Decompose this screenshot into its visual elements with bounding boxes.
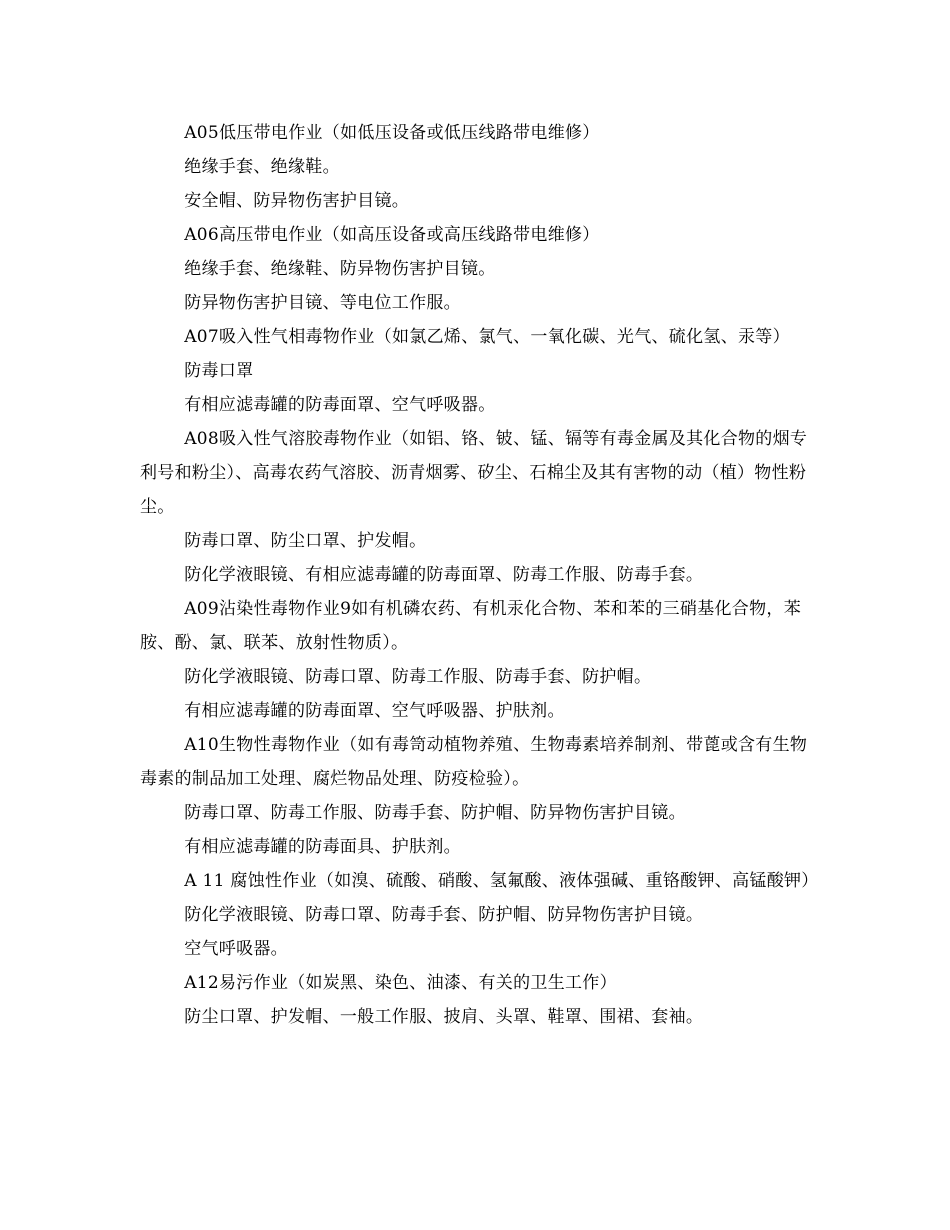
- paragraph-a08-required: 防毒口罩、防尘口罩、护发帽。: [184, 531, 427, 551]
- paragraph-a11-required: 防化学液眼镜、防毒口罩、防毒手套、防护帽、防异物伤害护目镜。: [184, 905, 704, 925]
- paragraph-a05-required: 绝缘手套、绝缘鞋。: [184, 157, 340, 177]
- paragraph-a06-required: 绝缘手套、绝缘鞋、防异物伤害护目镜。: [184, 259, 496, 279]
- paragraph-a12-heading: A12易污作业（如炭黑、染色、油漆、有关的卫生工作）: [184, 973, 617, 993]
- paragraph-a08-heading: A08吸入性气溶胶毒物作业（如铝、铬、铍、锰、镉等有毒金属及其化合物的烟专利号和粉尘）、高毒农药气溶胶、沥青烟雾、矽尘、石棉尘及其有害物的动（植）物性粉尘。: [140, 429, 808, 517]
- paragraph-a07-optional: 有相应滤毒罐的防毒面罩、空气呼吸器。: [184, 395, 496, 415]
- paragraph-a09-heading: A09沾染性毒物作业9如有机磷农药、有机汞化合物、苯和苯的三硝基化合物，苯胺、酚、氯、联苯、放射性物质）。: [140, 599, 802, 653]
- paragraph-a09-optional: 有相应滤毒罐的防毒面罩、空气呼吸器、护肤剂。: [184, 701, 565, 721]
- paragraph-a08-optional: 防化学液眼镜、有相应滤毒罐的防毒面罩、防毒工作服、防毒手套。: [184, 565, 704, 585]
- paragraph-a10-heading: A10生物性毒物作业（如有毒笥动植物养殖、生物毒素培养制剂、带蓖或含有生物毒素的制品加工处理、腐烂物品处理、防疫检验）。: [140, 735, 808, 789]
- paragraph-a05-heading: A05低压带电作业（如低压设备或低压线路带电维修）: [184, 123, 600, 143]
- paragraph-a06-optional: 防异物伤害护目镜、等电位工作服。: [184, 293, 461, 313]
- paragraph-a07-required: 防毒口罩: [184, 361, 254, 381]
- paragraph-a10-optional: 有相应滤毒罐的防毒面具、护肤剂。: [184, 837, 461, 857]
- paragraph-a07-heading: A07吸入性气相毒物作业（如氯乙烯、氯气、一氧化碳、光气、硫化氢、汞等）: [184, 327, 790, 347]
- paragraph-a05-optional: 安全帽、防异物伤害护目镜。: [184, 191, 410, 211]
- paragraph-a11-optional: 空气呼吸器。: [184, 939, 288, 959]
- paragraph-a09-required: 防化学液眼镜、防毒口罩、防毒工作服、防毒手套、防护帽。: [184, 667, 652, 687]
- paragraph-a10-required: 防毒口罩、防毒工作服、防毒手套、防护帽、防异物伤害护目镜。: [184, 803, 686, 823]
- paragraph-a12-required: 防尘口罩、护发帽、一般工作服、披肩、头罩、鞋罩、围裙、套袖。: [184, 1007, 704, 1027]
- paragraph-a06-heading: A06高压带电作业（如高压设备或高压线路带电维修）: [184, 225, 600, 245]
- document-body: [140, 116, 820, 1034]
- paragraph-a11-heading: A 11 腐蚀性作业（如溴、硫酸、硝酸、氢氟酸、液体强碱、重铬酸钾、高锰酸钾）: [184, 871, 819, 891]
